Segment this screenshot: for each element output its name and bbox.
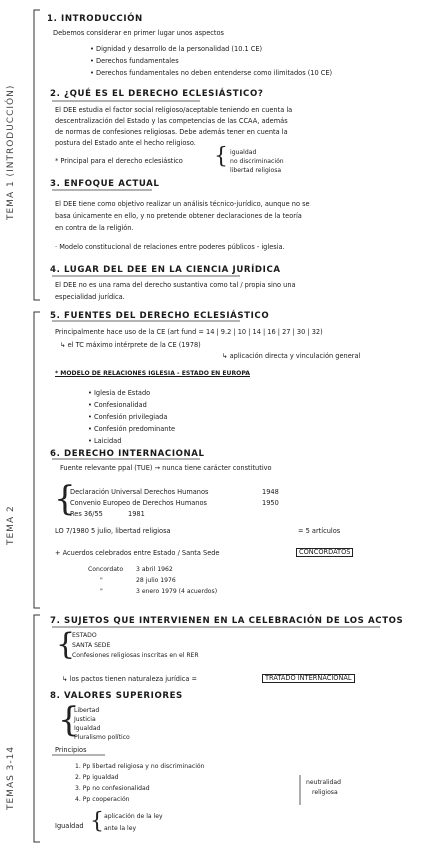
doc-2-year: 1950 <box>262 499 279 507</box>
section-4-line-2: especialidad jurídica. <box>55 293 125 301</box>
doc-1-name: Declaración Universal Derechos Humanos <box>70 488 209 496</box>
model-item-1: • Iglesia de Estado <box>88 389 151 397</box>
section-2-principle: * Principal para el derecho eclesiástico <box>55 157 183 165</box>
equality-item-1: aplicación de la ley <box>104 813 163 820</box>
section-3-title: 3. ENFOQUE ACTUAL <box>50 179 160 189</box>
tratado-box: TRATADO INTERNACIONAL <box>262 674 355 683</box>
side-label-tema1: TEMA 1 (INTRODUCCIÓN) <box>6 84 16 220</box>
model-relations-title: * MODELO DE RELACIONES IGLESIA - ESTADO EN EUROPA <box>55 370 250 377</box>
section-3-line-3: en contra de la religión. <box>55 224 134 232</box>
agreements-line: + Acuerdos celebrados entre Estado / Santa Sede <box>55 549 220 557</box>
concordato-3: 3 enero 1979 (4 acuerdos) <box>136 588 218 595</box>
section-4-title: 4. LUGAR DEL DEE EN LA CIENCIA JURÍDICA <box>50 265 281 275</box>
principle-item-2: no discriminación <box>230 158 284 165</box>
concordato-label: Concordato <box>88 566 124 573</box>
value-4: Pluralismo político <box>74 734 130 741</box>
section-1-item-3: • Derechos fundamentales no deben entenderse como ilimitados (10 CE) <box>90 69 333 77</box>
section-2-line-3: de normas de confesiones religiosas. Debe además tener en cuenta la <box>55 128 288 136</box>
equality-label: Igualdad <box>55 822 84 830</box>
brace-icon: { <box>58 700 80 740</box>
concordato-1: 3 abril 1962 <box>136 566 173 573</box>
principles-title: Principios <box>55 746 87 754</box>
section-1-item-2: • Derechos fundamentales <box>90 57 179 65</box>
doc-2-name: Convenio Europeo de Derechos Humanos <box>70 499 207 507</box>
principle-item-1: igualdad <box>230 149 257 156</box>
neutrality-line-1: neutralidad <box>306 779 341 786</box>
side-label-tema314: TEMAS 3-14 <box>6 745 16 810</box>
section-3-model: · Modelo constitucional de relaciones entre poderes públicos - iglesia. <box>55 243 285 251</box>
value-1: Libertad <box>74 707 100 714</box>
section-1-intro: Debemos considerar en primer lugar unos aspectos <box>53 29 224 37</box>
lo-result: = 5 artículos <box>298 527 341 535</box>
model-item-3: • Confesión privilegiada <box>88 413 168 421</box>
brace-icon: { <box>56 627 76 662</box>
section-7-title: 7. SUJETOS QUE INTERVIENEN EN LA CELEBRACIÓN DE LOS ACTOS <box>50 616 404 626</box>
section-2-title: 2. ¿QUÉ ES EL DERECHO ECLESIÁSTICO? <box>50 89 264 99</box>
section-1-title: 1. INTRODUCCIÓN <box>47 14 143 24</box>
section-4-line-1: El DEE no es una rama del derecho sustantiva como tal / propia sino una <box>55 281 296 289</box>
value-3: Igualdad <box>74 725 101 732</box>
lo-line: LO 7/1980 5 julio, libertad religiosa <box>55 527 171 535</box>
model-item-4: • Confesión predominante <box>88 425 176 433</box>
model-item-5: • Laicidad <box>88 437 122 445</box>
subject-3: Confesiones religiosas inscritas en el RER <box>72 652 199 659</box>
brace-icon: { <box>90 809 104 834</box>
brace-icon: { <box>214 144 228 169</box>
concordato-2: 28 julio 1976 <box>136 577 176 584</box>
section-1-item-1: • Dignidad y desarrollo de la personalidad (10.1 CE) <box>90 45 263 53</box>
model-item-2: • Confesionalidad <box>88 401 147 409</box>
concordato-ditto-1: " <box>100 577 103 584</box>
section-5-line-3: ↳ aplicación directa y vinculación general <box>222 352 361 360</box>
doc-3-year: 1981 <box>128 510 145 518</box>
pacts-line: ↳ los pactos tienen naturaleza jurídica = <box>62 675 198 683</box>
neutrality-line-2: religiosa <box>312 789 338 796</box>
subject-1: ESTADO <box>72 632 97 639</box>
doc-1-year: 1948 <box>262 488 279 496</box>
principle-3: 3. Pp no confesionalidad <box>75 785 150 792</box>
subject-2: SANTA SEDE <box>72 642 111 649</box>
section-5-line-2: ↳ el TC máximo intérprete de la CE (1978) <box>60 341 201 349</box>
section-2-line-2: descentralización del Estado y las competencias de las CCAA, además <box>55 117 288 125</box>
section-2-line-4: postura del Estado ante el hecho religioso. <box>55 139 196 147</box>
section-3-line-2: basa únicamente en ello, y no pretende obtener declaraciones de la teoría <box>55 212 302 220</box>
section-6-source: Fuente relevante ppal (TUE) → nunca tiene carácter constitutivo <box>60 464 272 472</box>
section-3-line-1: El DEE tiene como objetivo realizar un análisis técnico-jurídico, aunque no se <box>55 200 310 208</box>
section-5-title: 5. FUENTES DEL DERECHO ECLESIÁSTICO <box>50 311 270 321</box>
equality-item-2: ante la ley <box>104 825 137 832</box>
principle-1: 1. Pp libertad religiosa y no discriminación <box>75 763 205 770</box>
principle-item-3: libertad religiosa <box>230 167 282 174</box>
side-label-tema2: TEMA 2 <box>6 505 16 545</box>
concordato-ditto-2: " <box>100 588 103 595</box>
section-2-line-1: El DEE estudia el factor social religioso/aceptable teniendo en cuenta la <box>55 106 293 114</box>
value-2: Justicia <box>74 716 96 723</box>
section-6-title: 6. DERECHO INTERNACIONAL <box>50 449 205 459</box>
brace-icon: { <box>54 479 76 519</box>
section-8-title: 8. VALORES SUPERIORES <box>50 691 183 701</box>
doc-3-name: Res 36/55 <box>70 510 103 518</box>
concordatos-box: CONCORDATOS <box>296 548 353 557</box>
section-5-line-1: Principalmente hace uso de la CE (art fund = 14 | 9.2 | 10 | 14 | 16 | 27 | 30 | 32) <box>55 328 323 336</box>
principle-2: 2. Pp igualdad <box>75 774 119 781</box>
principle-4: 4. Pp cooperación <box>75 796 130 803</box>
